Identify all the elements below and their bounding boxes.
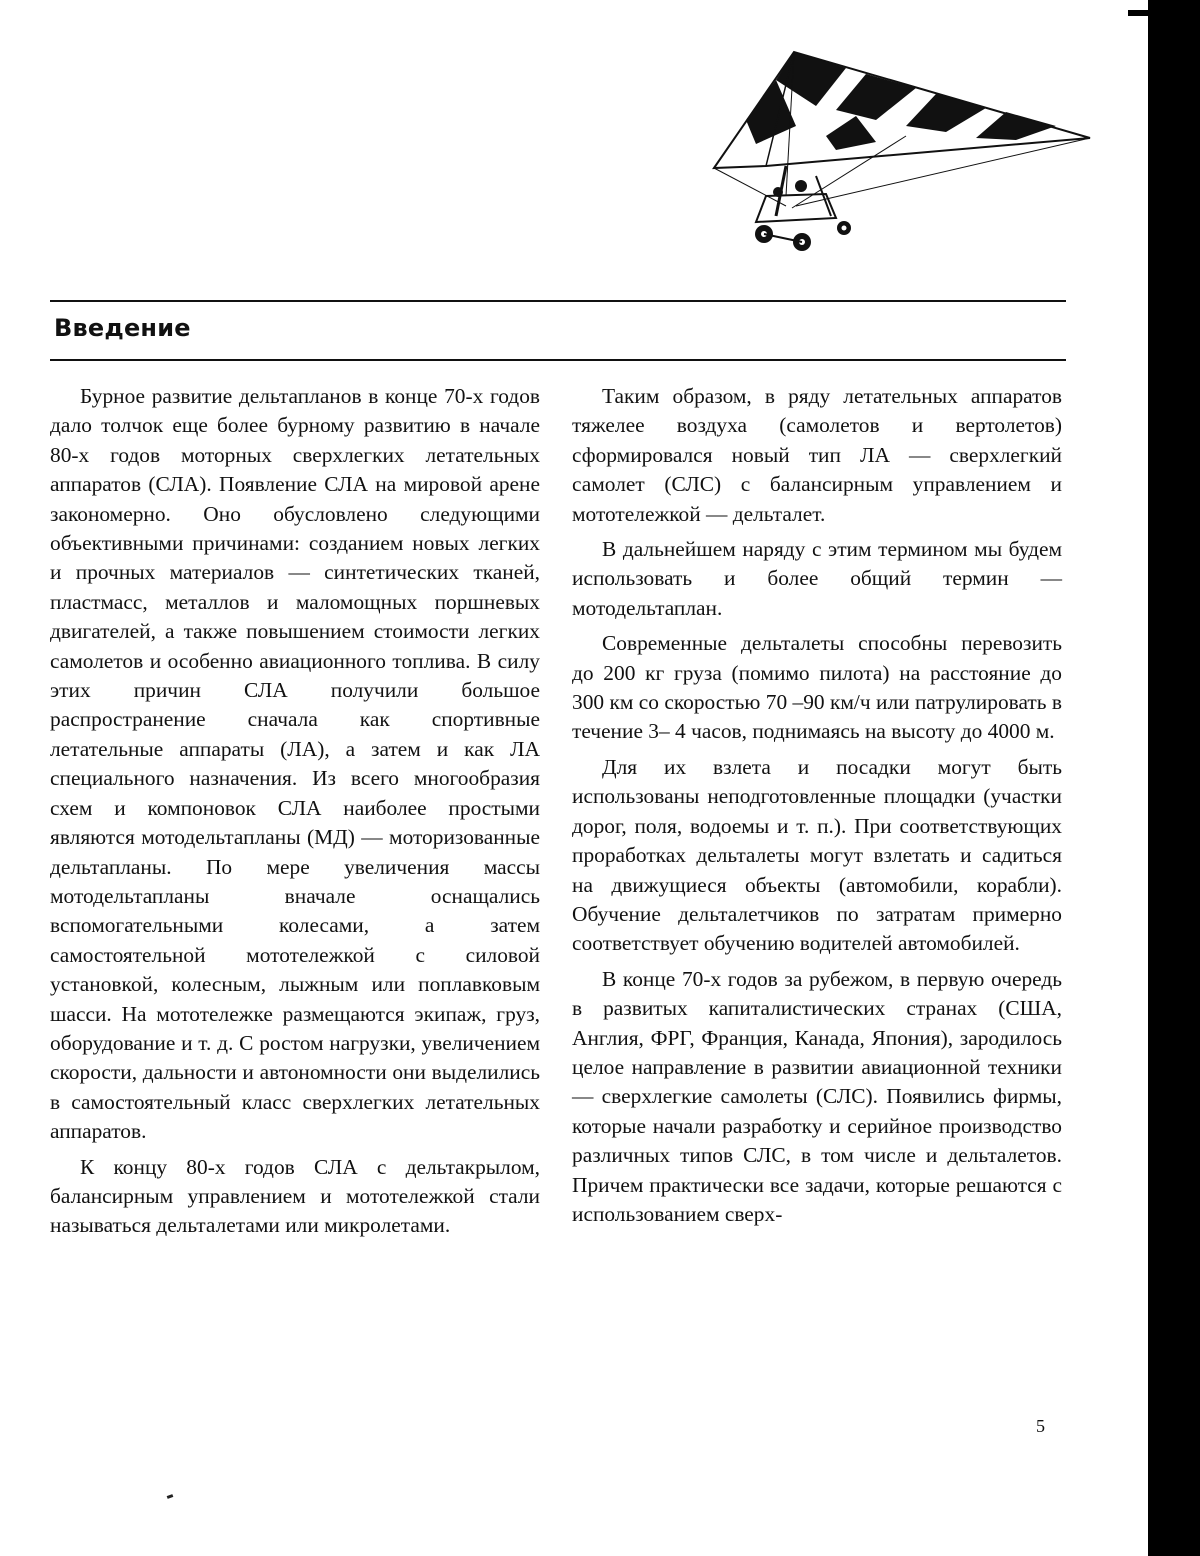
paragraph: В дальнейшем наряду с этим термином мы будем использовать и более общий термин — мотодельтаплан.	[572, 537, 1062, 620]
scan-edge-shadow	[1148, 0, 1200, 1556]
header-rule-bottom	[50, 359, 1066, 361]
paragraph: Для их взлета и посадки могут быть использованы неподготовленные площадки (участки дорог, поля, водоемы и т. п.). При соответствующих проработках дельталеты могут взлетать и садиться на движущиеся объекты (автомобили, корабли). Обучение дельталетчиков по затратам примерно соответствует обучению водителей автомобилей.	[572, 754, 1062, 956]
scan-edge-mark	[1128, 10, 1148, 16]
scan-speck	[167, 1494, 174, 1499]
paragraph: Бурное развитие дельтапланов в конце 70-х годов дало толчок еще более бурному развитию в начале 80-х годов моторных сверхлегких летательных аппаратов (СЛА). Появление СЛА на мировой арене закономерно. Оно обусловлено следующими объективными причинами: созданием новых легких и прочных материалов — синтетических тканей, пластмасс, металлов и маломощных поршневых двигателей, а также повышением стоимости легких самолетов и особенно авиационного топлива. В силу этих причин СЛА получили большое распространение сначала как спортивные летательные аппараты (ЛА), а затем и как ЛА специального назначения. Из всего многообразия схем и компоновок СЛА наиболее простыми являются мотодельтапланы (МД) — моторизованные дельтапланы. По мере увеличения массы мотодельтапланы вначале оснащались вспомогательными колесами, а затем самостоятельной мототележкой с силовой установкой, колесным, лыжным или поплавковым шасси. На мототележке размещаются экипаж, груз, оборудование и т. д. С ростом нагрузки, увеличением скорости, дальности и автономности они выделились в самостоятельный класс сверхлегких летательных аппаратов.	[50, 384, 540, 1144]
paragraph: Таким образом, в ряду летательных аппаратов тяжелее воздуха (самолетов и вертолетов) сформировался новый тип ЛА — сверхлегкий самолет (СЛС) с балансирным управлением и мототележкой — дельталет.	[572, 384, 1062, 526]
paragraph: В конце 70-х годов за рубежом, в первую очередь в развитых капиталистических странах (США, Англия, ФРГ, Франция, Канада, Япония), зародилось целое направление в развитии авиационной техники — сверхлегкие самолеты (СЛС). Появились фирмы, которые начали разработку и серийное производство различных типов СЛС, в том числе и дельталетов. Причем практически все задачи, которые решаются с использованием сверх-	[572, 966, 1062, 1226]
paragraph: К концу 80-х годов СЛА с дельтакрылом, балансирным управлением и мототележкой стали называться дельталетами или микролетами.	[50, 1154, 540, 1238]
page-number: 5	[1036, 1416, 1045, 1436]
paragraph: Современные дельталеты способны перевозить до 200 кг груза (помимо пилота) на расстояние до 300 км со скоростью 70 –90 км/ч или патрулировать в течение 3– 4 часов, поднимаясь на высоту до 4000 м.	[572, 631, 1062, 744]
right-column	[572, 382, 1062, 1235]
motorized-hang-glider-icon	[706, 46, 1096, 260]
left-column	[50, 382, 540, 1247]
section-title: Введение	[54, 314, 191, 342]
header-rule-top	[50, 300, 1066, 302]
